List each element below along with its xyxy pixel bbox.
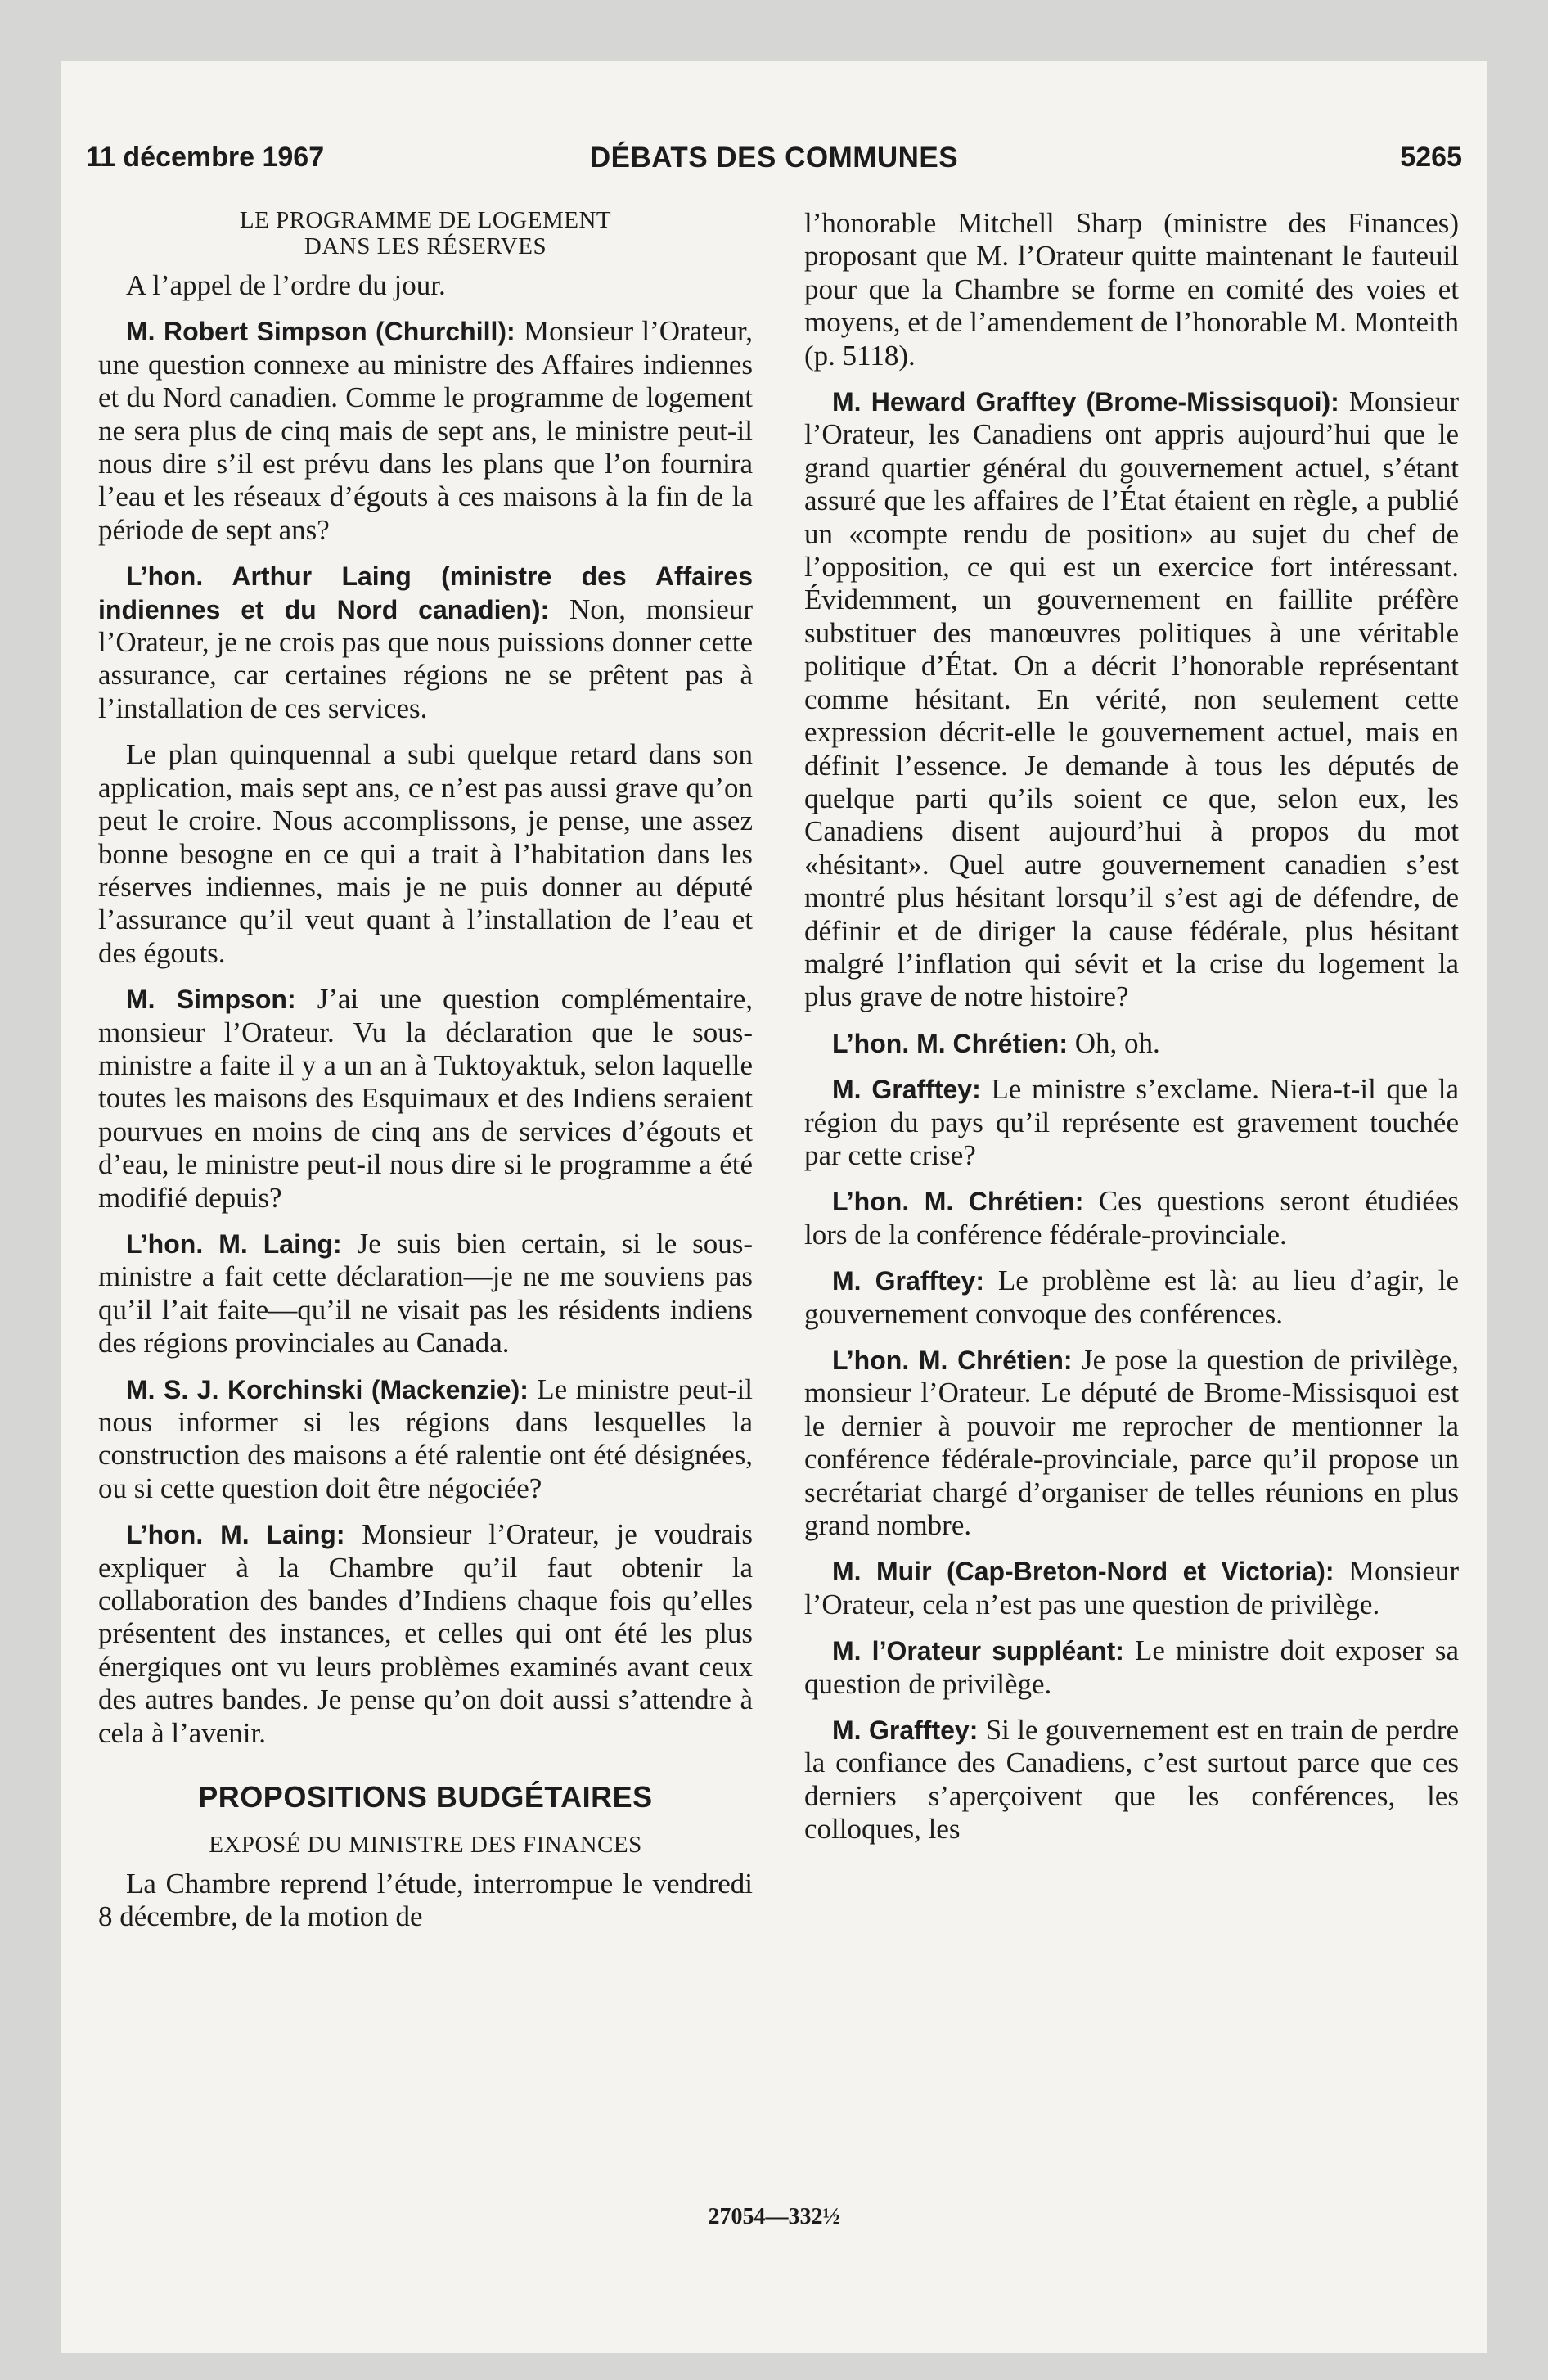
paragraph: [98, 1373, 753, 1506]
paragraph: [804, 1634, 1459, 1701]
speaker-name: M. Grafftey:: [832, 1266, 984, 1296]
header-title: DÉBATS DES COMMUNES: [589, 142, 959, 174]
sub-heading: EXPOSÉ DU MINISTRE DES FINANCES: [209, 1832, 642, 1859]
header-date: 11 décembre 1967: [86, 142, 325, 173]
paragraph: La Chambre reprend l’étude, interrompue le vendredi 8 décembre, de la motion de: [98, 1868, 753, 1933]
speaker-name: L’hon. Arthur Laing (ministre des Affaires indiennes et du Nord canadien):: [98, 561, 753, 624]
speaker-name: M. S. J. Korchinski (Mackenzie):: [126, 1374, 529, 1404]
speaker-name: M. Grafftey:: [832, 1075, 981, 1105]
speaker-name: M. Robert Simpson (Churchill):: [126, 317, 515, 347]
paragraph: [804, 1714, 1459, 1846]
speech-text: Le ministre peut-il nous informer si les régions dans lesquelles la construction des maisons a été ralentie ont été désignées, ou si cette question doit être négociée?: [98, 1373, 754, 1504]
speaker-name: L’hon. M. Chrétien:: [832, 1346, 1073, 1375]
speaker-name: M. Grafftey:: [832, 1715, 979, 1746]
section-heading: LE PROGRAMME DE LOGEMENT DANS LES RÉSERVES: [239, 207, 612, 259]
major-heading: PROPOSITIONS BUDGÉTAIRES: [198, 1780, 653, 1814]
speaker-name: M. Simpson:: [126, 985, 296, 1015]
paragraph: Le plan quinquennal a subi quelque retard dans son application, mais sept ans, ce n’est pas aussi grave qu’on peut le croire. Nous accomplissons, je pense, une assez bonne besogne en ce qui a trait à l’habitation dans les réserves indiennes, mais je ne puis donner au député l’assurance qu’il veut quant à l’installation de l’eau et des égouts.: [98, 738, 753, 969]
speech-text: Ces questions seront étudiées lors de la conférence fédérale-provinciale.: [804, 1185, 1459, 1251]
speech-text: Je pose la question de privilège, monsieur l’Orateur. Le député de Brome-Missisquoi est le dernier à pouvoir me reprocher de mentionner la conférence fédérale-provinciale, parce qu’il propose un secrétariat chargé d’organiser de telles réunions en plus grand nombre.: [804, 1344, 1460, 1542]
speaker-name: L’hon. M. Laing:: [126, 1520, 345, 1550]
paragraph: [98, 1518, 753, 1750]
paragraph: [804, 1185, 1459, 1251]
right-column: [804, 207, 1459, 1859]
speech-text: Le problème est là: au lieu d’agir, le gouvernement convoque des conférences.: [804, 1264, 1459, 1330]
speech-text: Je suis bien certain, si le sous-ministre a fait cette déclaration—je ne me souviens pas qu’il l’ait faite—qu’il ne visait pas les résidents indiens des régions provinciales au Canada.: [98, 1227, 753, 1359]
paragraph: [98, 560, 753, 725]
paragraph: [804, 385, 1459, 1014]
speech-text: Monsieur l’Orateur, je voudrais expliquer à la Chambre qu’il faut obtenir la collaboration des bandes d’Indiens chaque fois qu’elles présentent des instances, et celles qui ont été les plus énergiques ont vu leurs problèmes examinés avant ceux des autres bandes. Je pense qu’on doit aussi s’attendre à cela à l’avenir.: [98, 1518, 754, 1749]
speech-text: Si le gouvernement est en train de perdre la confiance des Canadiens, c’est surtout parce que ces derniers s’aperçoivent que les conférences, les colloques, les: [804, 1714, 1460, 1846]
speech-text: J’ai une question complémentaire, monsieur l’Orateur. Vu la déclaration que le sous-ministre a faite il y a un an à Tuktoyaktuk, selon laquelle toutes les maisons des Esquimaux et des Indiens seraient pourvues en moins de cinq ans de services d’égouts et d’eau, le ministre peut-il nous dire si le programme a été modifié depuis?: [98, 983, 754, 1214]
speech-text: Le ministre s’exclame. Niera-t-il que la région du pays qu’il représente est gravement touchée par cette crise?: [804, 1073, 1459, 1171]
speaker-name: L’hon. M. Laing:: [126, 1228, 342, 1259]
speech-text: Monsieur l’Orateur, une question connexe au ministre des Affaires indiennes et du Nord canadien. Comme le programme de logement ne sera plus de cinq mais de sept ans, le ministre peut-il nous dire s’il est prévu dans les plans que l’on fournira l’eau et les réseaux d’égouts à ces maisons à la fin de la période de sept ans?: [98, 315, 754, 546]
speech-text: Non, monsieur l’Orateur, je ne crois pas que nous puissions donner cette assurance, car certaines régions ne se prêtent pas à l’installation de ces services.: [98, 593, 753, 724]
speaker-name: L’hon. M. Chrétien:: [832, 1187, 1084, 1217]
speaker-name: M. Heward Grafftey (Brome-Missisquoi):: [832, 387, 1339, 417]
paragraph: [804, 1073, 1459, 1172]
speaker-name: M. l’Orateur suppléant:: [832, 1636, 1124, 1666]
paragraph: [98, 983, 753, 1215]
paragraph: l’honorable Mitchell Sharp (ministre des Finances) proposant que M. l’Orateur quitte maintenant le fauteuil pour que la Chambre se forme en comité des voies et moyens, et de l’amendement de l’honorable M. Monteith (p. 5118).: [804, 207, 1459, 372]
left-column: [98, 207, 753, 1947]
speech-text: Le ministre doit exposer sa question de privilège.: [804, 1634, 1459, 1700]
order-call: A l’appel de l’ordre du jour.: [126, 269, 446, 301]
speech-text: Oh, oh.: [1067, 1026, 1160, 1059]
paragraph: [804, 1555, 1459, 1621]
speaker-name: L’hon. M. Chrétien:: [832, 1028, 1068, 1058]
running-head: [86, 142, 1462, 191]
document-page: [61, 61, 1487, 2353]
paragraph: [804, 1027, 1459, 1060]
signature-code: 27054—332½: [708, 2204, 840, 2229]
paragraph: [804, 1264, 1459, 1331]
speech-text: Monsieur l’Orateur, les Canadiens ont appris aujourd’hui que le grand quartier général du gouvernement actuel, s’étant assuré que les affaires de l’État étaient en règle, a publié un «compte rendu de position» au sujet du chef de l’opposition, ce qui est un exercice fort intéressant. Évidemment, un gouvernement en faillite préfère substituer des manœuvres politiques à une véritable politique d’État. On a décrit l’honorable représentant comme hésitant. En vérité, non seulement cette expression décrit-elle le gouvernement actuel, mais en définit l’essence. Je demande à tous les députés de quelque parti qu’ils soient ce que, selon eux, les Canadiens disent aujourd’hui à propos du mot «hésitant». Quel autre gouvernement canadien s’est montré plus hésitant lorsqu’il s’est agi de défendre, de définir et de diriger la cause fédérale, plus hésitant malgré l’inflation qui sévit et la crise du logement la plus grave de notre histoire?: [804, 385, 1460, 1013]
paragraph: [98, 1228, 753, 1360]
paragraph: [98, 315, 753, 547]
header-page-number: 5265: [1400, 142, 1462, 173]
paragraph: [804, 1344, 1459, 1542]
speech-text: Monsieur l’Orateur, cela n’est pas une question de privilège.: [804, 1555, 1460, 1620]
speaker-name: M. Muir (Cap-Breton-Nord et Victoria):: [832, 1557, 1334, 1587]
